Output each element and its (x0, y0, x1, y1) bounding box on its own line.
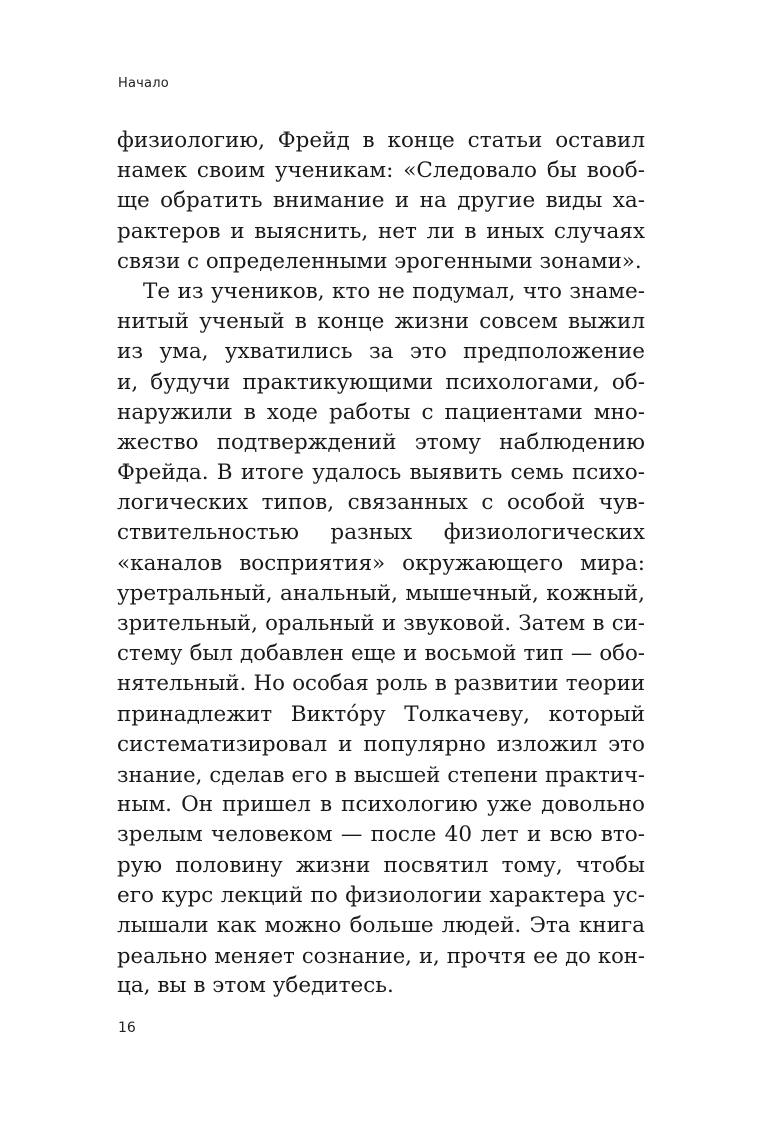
text-line: принадлежит Виктóру Толкачеву, который (117, 701, 645, 727)
text-line: рую половину жизни посвятил тому, чтобы (117, 852, 645, 878)
text-line: «каналов восприятия» окружающего мира: (117, 550, 645, 576)
text-line: Те из учеников, кто не подумал, что знаме- (143, 278, 645, 304)
text-line: нитый ученый в конце жизни совсем выжил (117, 309, 645, 335)
paragraph (117, 277, 645, 1002)
text-line: Фрейда. В итоге удалось выявить семь психо- (117, 460, 645, 486)
text-line: намек своим ученикам: «Следовало бы вооб- (117, 158, 645, 184)
text-line: логических типов, связанных с особой чув- (117, 490, 645, 516)
text-line: зрительный, оральный и звуковой. Затем в си- (117, 611, 645, 636)
text-line: наружили в ходе работы с пациентами мно- (117, 399, 645, 425)
text-line: лышали как можно больше людей. Эта книга (117, 912, 645, 938)
running-header-title: Начало (118, 76, 169, 91)
text-line: связи с определенными эрогенными зонами». (117, 248, 642, 274)
text-line: из ума, ухватились за это предположение (117, 339, 645, 365)
body-text (117, 126, 645, 1001)
text-line: ствительностью разных физиологических (117, 520, 645, 546)
text-line: жество подтверждений этому наблюдению (117, 429, 645, 455)
text-line: ца, вы в этом убедитесь. (117, 973, 394, 999)
text-line: систематизировал и популярно изложил это (117, 731, 645, 757)
text-line: ще обратить внимание и на другие виды ха- (117, 188, 645, 214)
text-line: стему был добавлен еще и восьмой тип — обо- (117, 641, 645, 667)
text-line: нятельный. Но особая роль в развитии теории (117, 671, 645, 697)
text-line: реально меняет сознание, и, прочтя ее до кон- (117, 943, 645, 969)
text-line: знание, сделав его в высшей степени практич- (117, 761, 645, 787)
text-line: рактеров и выяснить, нет ли в иных случаях (117, 218, 645, 244)
text-line: ным. Он пришел в психологию уже довольно (117, 792, 645, 818)
text-line: его курс лекций по физиологии характера ус- (117, 882, 645, 908)
text-line: уретральный, анальный, мышечный, кожный, (117, 580, 645, 606)
text-line: зрелым человеком — после 40 лет и всю вто- (117, 822, 645, 848)
page-number: 16 (118, 1020, 136, 1036)
paragraph (117, 126, 645, 277)
text-line: и, будучи практикующими психологами, об- (117, 369, 645, 395)
text-line: физиологию, Фрейд в конце статьи оставил (117, 128, 645, 153)
